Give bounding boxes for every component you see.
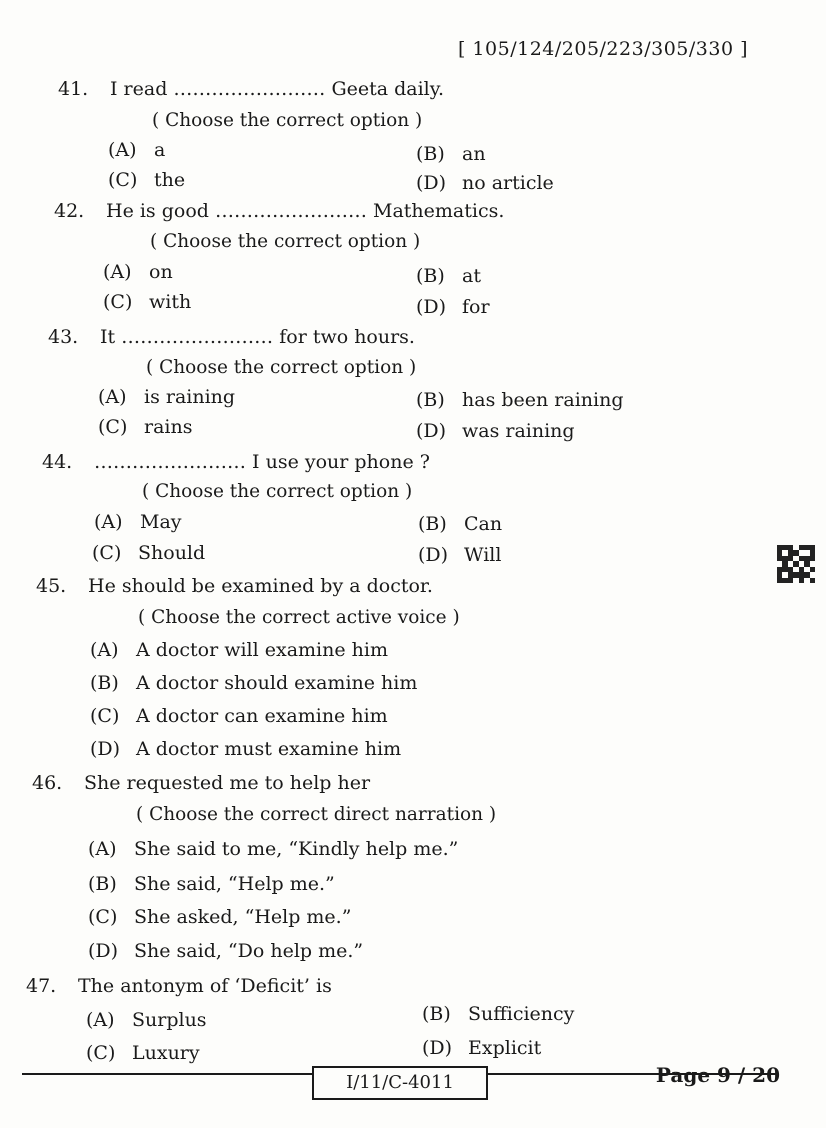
option-letter: (C): [98, 416, 128, 438]
option-text: on: [149, 261, 173, 283]
question-text: She requested me to help her: [84, 772, 371, 794]
option-letter: (D): [418, 544, 449, 566]
option-letter: (D): [90, 738, 121, 760]
option-b: [416, 265, 481, 287]
option-text: for: [462, 296, 490, 318]
question-instruction: ( Choose the correct option ): [150, 231, 421, 252]
option-b: [88, 873, 335, 895]
option-text: an: [462, 143, 486, 165]
question-46: [32, 772, 370, 794]
option-text: Should: [138, 542, 206, 564]
option-text: A doctor must examine him: [136, 738, 402, 760]
option-letter: (D): [416, 172, 447, 194]
paper-codes: [ 105/124/205/223/305/330 ]: [457, 38, 748, 60]
question-text: It …………………… for two hours.: [100, 326, 415, 348]
option-text: at: [462, 265, 481, 287]
option-c: [86, 1042, 200, 1064]
option-d: [88, 940, 363, 962]
option-text: with: [149, 291, 192, 313]
question-text: The antonym of ‘Deficit’ is: [78, 975, 332, 997]
option-letter: (C): [92, 542, 122, 564]
question-instruction: ( Choose the correct direct narration ): [136, 804, 497, 825]
option-a: [98, 386, 235, 408]
option-text: She said, “Help me.”: [134, 873, 335, 895]
option-letter: (A): [108, 139, 137, 161]
question-instruction: ( Choose the correct active voice ): [138, 607, 460, 628]
option-c: [98, 416, 192, 438]
question-47: [26, 975, 332, 997]
option-letter: (A): [103, 261, 132, 283]
question-instruction: ( Choose the correct option ): [146, 357, 417, 378]
option-a: [88, 838, 458, 860]
question-number: 42.: [54, 200, 85, 222]
option-text: rains: [144, 416, 193, 438]
option-text: She said to me, “Kindly help me.”: [134, 838, 459, 860]
option-text: Luxury: [132, 1042, 200, 1064]
option-letter: (B): [416, 143, 445, 165]
option-b: [416, 389, 623, 411]
question-44: [42, 451, 430, 473]
option-d: [422, 1037, 541, 1059]
option-d: [416, 420, 575, 442]
option-a: [103, 261, 173, 283]
option-letter: (C): [86, 1042, 116, 1064]
option-d: [416, 296, 490, 318]
qr-code: [777, 545, 815, 583]
option-text: A doctor will examine him: [136, 639, 388, 661]
question-41: [58, 78, 444, 100]
question-number: 43.: [48, 326, 79, 348]
option-c: [88, 906, 351, 928]
option-text: Sufficiency: [468, 1003, 575, 1025]
question-number: 46.: [32, 772, 63, 794]
page-number: Page 9 / 20: [655, 1063, 780, 1087]
option-letter: (C): [103, 291, 133, 313]
question-43: [48, 326, 415, 348]
option-letter: (B): [416, 265, 445, 287]
question-number: 44.: [42, 451, 73, 473]
option-text: May: [140, 511, 182, 533]
option-d: [418, 544, 501, 566]
option-a: [90, 639, 388, 661]
option-c: [103, 291, 191, 313]
option-text: She asked, “Help me.”: [134, 906, 352, 928]
option-text: no article: [462, 172, 554, 194]
option-letter: (C): [88, 906, 118, 928]
option-letter: (B): [90, 672, 119, 694]
question-45: [36, 575, 433, 597]
option-text: Explicit: [468, 1037, 542, 1059]
option-letter: (D): [422, 1037, 453, 1059]
option-c: [92, 542, 205, 564]
option-text: She said, “Do help me.”: [134, 940, 364, 962]
option-a: [108, 139, 165, 161]
option-letter: (B): [422, 1003, 451, 1025]
option-c: [108, 169, 185, 191]
option-a: [86, 1009, 207, 1031]
option-letter: (A): [86, 1009, 115, 1031]
option-letter: (A): [98, 386, 127, 408]
booklet-code: I/11/C-4011: [312, 1066, 488, 1100]
question-instruction: ( Choose the correct option ): [152, 110, 423, 131]
option-d: [416, 172, 554, 194]
question-text: I read …………………… Geeta daily.: [110, 78, 445, 100]
option-letter: (D): [88, 940, 119, 962]
option-a: [94, 511, 182, 533]
option-text: Can: [464, 513, 503, 535]
option-c: [90, 705, 388, 727]
option-text: Will: [464, 544, 502, 566]
question-number: 41.: [58, 78, 89, 100]
question-number: 45.: [36, 575, 67, 597]
question-text: …………………… I use your phone ?: [94, 451, 430, 473]
option-letter: (D): [416, 420, 447, 442]
option-text: a: [154, 139, 166, 161]
option-letter: (A): [94, 511, 123, 533]
option-d: [90, 738, 401, 760]
option-b: [90, 672, 417, 694]
question-text: He is good …………………… Mathematics.: [106, 200, 505, 222]
option-text: has been raining: [462, 389, 624, 411]
question-42: [54, 200, 504, 222]
option-text: A doctor can examine him: [136, 705, 388, 727]
option-letter: (B): [88, 873, 117, 895]
question-instruction: ( Choose the correct option ): [142, 481, 413, 502]
option-letter: (C): [90, 705, 120, 727]
option-letter: (A): [88, 838, 117, 860]
question-number: 47.: [26, 975, 57, 997]
option-text: was raining: [462, 420, 575, 442]
option-text: Surplus: [132, 1009, 207, 1031]
option-b: [422, 1003, 574, 1025]
option-text: A doctor should examine him: [136, 672, 418, 694]
option-letter: (D): [416, 296, 447, 318]
option-letter: (C): [108, 169, 138, 191]
option-b: [416, 143, 486, 165]
option-letter: (B): [416, 389, 445, 411]
option-text: the: [154, 169, 186, 191]
option-letter: (A): [90, 639, 119, 661]
option-b: [418, 513, 502, 535]
option-letter: (B): [418, 513, 447, 535]
question-text: He should be examined by a doctor.: [88, 575, 433, 597]
option-text: is raining: [144, 386, 236, 408]
